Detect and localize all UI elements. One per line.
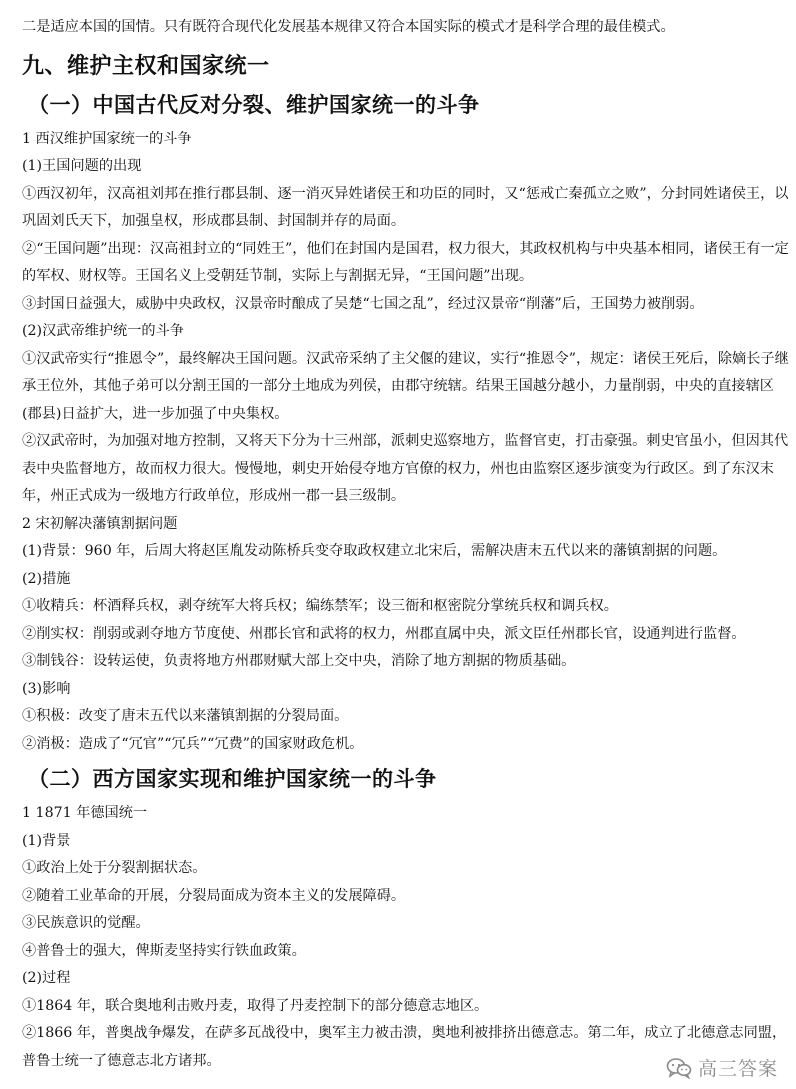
part-one-line: 1 西汉维护国家统一的斗争 [22, 130, 192, 147]
part-two-line: ③民族意识的觉醒。 [22, 915, 150, 931]
part-two-line: ②随着工业革命的开展，分裂局面成为资本主义的发展障碍。 [22, 887, 406, 904]
part-one-line: (1)王国问题的出现 [22, 158, 142, 174]
part-one-line: ①西汉初年，汉高祖刘邦在推行郡县制、逐一消灭异姓诸侯王和功臣的同时，又“惩戒亡秦孤立之败”，分封同姓诸侯王，以巩固刘氏天下，加强皇权，形成郡县制、封国制并存的局面。 [22, 185, 789, 229]
part-one-title: （一）中国古代反对分裂、维护国家统一的斗争 [28, 92, 480, 117]
part-one-line: ②削实权：削弱或剥夺地方节度使、州郡长官和武将的权力，州郡直属中央，派文臣任州郡长官，设通判进行监督。 [22, 625, 746, 642]
part-one-line: ③制钱谷：设转运使，负责将地方州郡财赋大部上交中央，消除了地方割据的物质基础。 [22, 653, 576, 669]
watermark [666, 1054, 778, 1081]
part-two-line: ②1866 年，普奥战争爆发，在萨多瓦战役中，奥军主力被击溃，奥地利被排挤出德意志。第二年，成立了北德意志同盟，普鲁士统一了德意志北方诸邦。 [22, 1025, 787, 1069]
watermark-text: 高三答案 [697, 1058, 778, 1080]
part-one-line: (2)措施 [22, 570, 71, 587]
part-one-line: ①积极：改变了唐末五代以来藩镇割据的分裂局面。 [22, 708, 349, 724]
part-one-line: ③封国日益强大，威胁中央政权，汉景帝时酿成了吴楚“七国之乱”，经过汉景帝“削藩”后，王国势力被削弱。 [22, 295, 704, 312]
part-two-line: 1 1871 年德国统一 [22, 805, 148, 821]
part-one-line: ②消极：造成了“冗官”“冗兵”“冗费”的国家财政危机。 [22, 735, 364, 752]
part-one-line: ①汉武帝实行“推恩令”，最终解决王国问题。汉武帝采纳了主父偃的建议，实行“推恩令”，规定：诸侯王死后，除嫡长子继承王位外，其他子弟可以分割王国的一部分土地成为列侯，由郡守统辖。结果王国越分越小，力量削弱，中央的直接辖区(郡县)日益扩大，进一步加强了中央集权。 [22, 350, 789, 422]
part-two-line: ④普鲁士的强大，俾斯麦坚持实行铁血政策。 [22, 942, 306, 959]
part-two-line: (2)过程 [22, 970, 71, 986]
intro-paragraph: 二是适应本国的国情。只有既符合现代化发展基本规律又符合本国实际的模式才是科学合理的最佳模式。 [22, 19, 675, 35]
section-nine-title: 九、维护主权和国家统一 [22, 53, 270, 79]
part-two-line: ①政治上处于分裂割据状态。 [22, 860, 207, 876]
wechat-icon [666, 1057, 692, 1079]
part-one-line: ②汉武帝时，为加强对地方控制，又将天下分为十三州部，派刺史巡察地方，监督官吏，打击豪强。刺史官虽小，但因其代表中央监督地方，故而权力很大。慢慢地，刺史开始侵夺地方官僚的权力，州也由监察区逐步演变为行政区。到了东汉末年，州正式成为一级地方行政单位，形成州一郡一县三级制。 [22, 433, 789, 504]
part-one-line: 2 宋初解决藩镇割据问题 [22, 515, 178, 532]
part-one-line: (1)背景：960 年，后周大将赵匡胤发动陈桥兵变夺取政权建立北宋后，需解决唐末五代以来的藩镇割据的问题。 [22, 543, 727, 559]
part-one-line: ②“王国问题”出现：汉高祖封立的“同姓王”，他们在封国内是国君，权力很大，其政权机构与中央基本相同，诸侯王有一定的军权、财权等。王国名义上受朝廷节制，实际上与割据无异，“王国问题”出现。 [22, 240, 789, 284]
part-one-line: (3)影响 [22, 680, 71, 697]
part-two-title: （二）西方国家实现和维护国家统一的斗争 [28, 767, 437, 791]
part-one-line: ①收精兵：杯酒释兵权，剥夺统军大将兵权；编练禁军；设三衙和枢密院分掌统兵权和调兵权。 [22, 598, 618, 614]
document-page [22, 14, 790, 1075]
part-two-line: ①1864 年，联合奥地利击败丹麦，取得了丹麦控制下的部分德意志地区。 [22, 997, 489, 1014]
part-two-line: (1)背景 [22, 832, 71, 849]
part-one-line: (2)汉武帝维护统一的斗争 [22, 323, 184, 339]
